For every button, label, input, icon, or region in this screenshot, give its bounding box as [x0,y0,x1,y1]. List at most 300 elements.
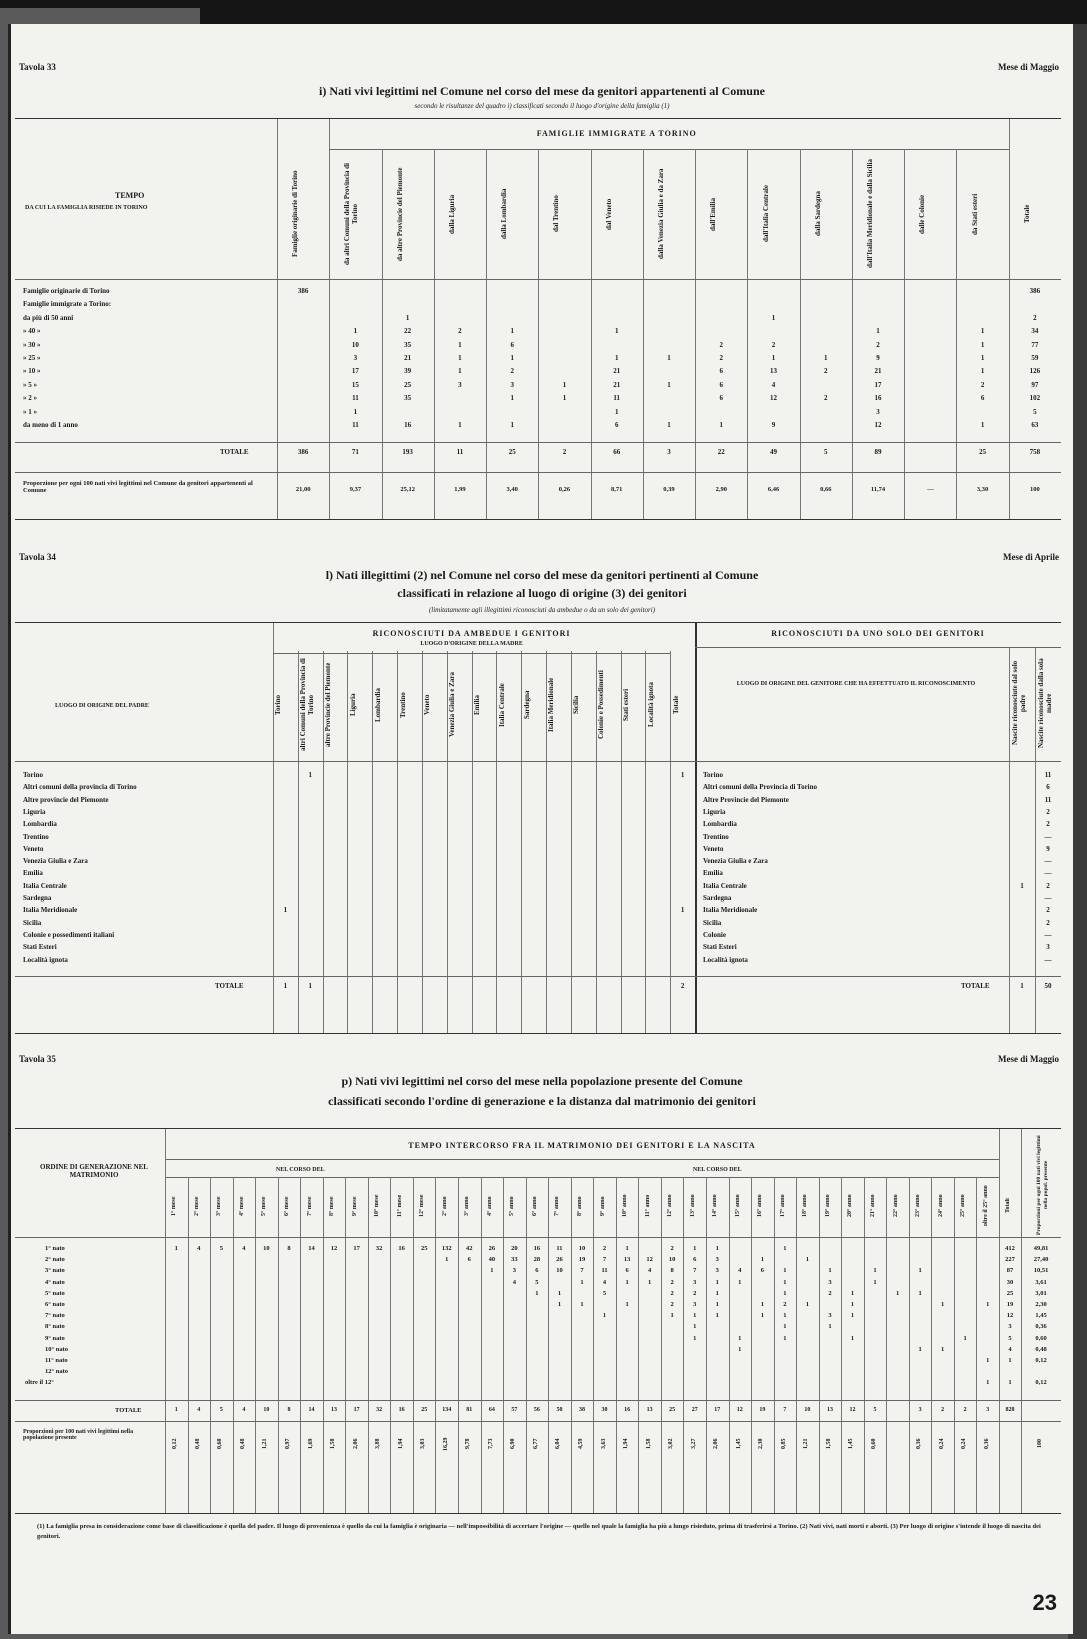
percent-cell: 3,27 [690,1438,697,1449]
table-cell: 1 [580,1278,584,1286]
table-cell: 28 [533,1256,541,1264]
percent-cell: 1,21 [262,1438,269,1449]
column-divider [458,1177,459,1513]
table-cell: 2 [1033,313,1037,322]
table-cell: 1 [738,1345,742,1353]
table-cell: 1 [510,354,514,362]
table-cell: 1 [783,1245,787,1252]
column-header: 2° anno [441,1196,448,1216]
table-cell: 1 [693,1323,697,1331]
total-cell: 1 [308,981,312,990]
table-cell: 97 [1031,380,1039,389]
percent-cell: 6,04 [555,1438,562,1449]
column-header: altri Comuni della Provincia di Torino [299,658,316,752]
sub-heading-months: NEL CORSO DEL [275,1167,325,1173]
total-cell: 19 [759,1406,766,1413]
column-divider [683,1177,684,1513]
percent-cell: — [927,486,934,494]
table-cell: 2 [670,1245,674,1252]
table-cell: 7 [602,1256,607,1264]
table-cell: 6 [719,380,723,389]
total-cell: 64 [488,1406,495,1413]
total-cell: 3 [986,1406,990,1413]
column-header: Proporzioni per ogni 100 nati vivi legittimi nella popol. presente [1036,1135,1049,1235]
row-label: Colonie e possedimenti italiani [23,930,115,939]
table-cell: 3 [715,1267,719,1275]
table-cell: 2 [771,340,776,349]
total-cell: 2 [941,1406,945,1413]
row-label: 1° nato [45,1245,65,1252]
table-cell: 11 [1044,771,1052,779]
table-cell: 4 [242,1245,246,1252]
total-cell: 11 [456,448,464,457]
total-cell: 12 [849,1406,856,1413]
column-divider [638,1177,639,1513]
percent-cell: 0,24 [938,1438,945,1449]
column-divider [548,1177,549,1513]
table-cell: 1 [693,1312,697,1320]
row-label: 11° nato [45,1357,68,1364]
column-header: Nascite riconosciute dalla sola madre [1037,658,1053,748]
row-label: » 5 » [23,380,37,389]
table-cell: 2,30 [1035,1301,1047,1308]
table-cell: 87 [1006,1267,1014,1275]
row-label: » 25 » [23,354,41,362]
column-header: Località ignota [646,682,655,728]
table-cell: 2 [824,367,828,376]
percent-cell: 0,60 [871,1438,878,1449]
table-cell: 16 [874,394,882,403]
row-label: » 2 » [23,394,37,403]
table-cell: 63 [1031,421,1039,429]
total-cell: 81 [466,1406,473,1413]
table-cell: 6 [1046,783,1050,792]
table-cell: — [1044,894,1052,902]
table-cell: 1 [771,313,776,322]
total-cell: 3 [667,448,671,457]
table-cell: 6 [693,1256,697,1264]
percent-cell: 4,59 [578,1438,584,1449]
row-divider [15,1400,1061,1401]
total-cell: 1 [1020,981,1024,990]
table-title: p) Nati vivi legittimi nel corso del mese nella popolazione presente del Comune [341,1074,743,1088]
column-header: 10° mese [374,1194,381,1218]
table-title-line2: classificati secondo l'ordine di generazione e la distanza dal matrimonio dei genitori [328,1094,756,1108]
total-cell: 1 [174,1406,178,1413]
table-cell: 19 [578,1256,586,1264]
table-cell: 1 [941,1345,945,1353]
table-cell: 1 [986,1301,990,1308]
left-sub-span-heading: LUOGO D'ORIGINE DELLA MADRE [420,641,523,647]
table-cell: 3,61 [1035,1278,1047,1286]
percent-cell: 0,36 [983,1438,990,1449]
percent-cell: 3,40 [506,486,518,494]
total-cell: 32 [376,1406,383,1413]
row-label: Sicilia [703,918,722,927]
total-cell: 4 [197,1406,201,1413]
table-cell: 11 [352,394,359,403]
table-cell: 10 [578,1245,586,1252]
column-divider [695,623,697,1033]
table-cell: 1 [918,1345,922,1353]
column-divider [954,1177,955,1513]
total-cell: 16 [398,1406,405,1413]
table-cell: — [1044,857,1052,866]
table-cell: 1 [535,1289,539,1297]
table-cell: 1,45 [1035,1312,1047,1320]
column-header: 10° anno [622,1194,629,1218]
column-header: Lombardia [373,688,382,722]
data-table [15,1128,1061,1514]
table-cell: 3 [510,380,514,389]
table-cell: 26 [488,1245,496,1252]
percent-label: Proporzione per ogni 100 nati vivi legittimi nel Comune da genitori appartenenti al Comune [23,480,253,495]
column-header: Sardegna [522,690,531,720]
table-cell: 1 [557,1301,562,1308]
table-cell: 1 [850,1334,855,1342]
row-label: da meno di 1 anno [23,421,78,429]
table-cell: 1 [783,1289,787,1297]
row-label: da più di 50 anni [23,313,74,322]
column-header: 3° anno [464,1196,471,1216]
table-cell: 2 [458,327,462,336]
total-cell: 5 [873,1406,877,1413]
table-cell: 6 [719,367,723,376]
table-cell: 2 [1046,881,1050,890]
table-cell: 2 [980,380,985,389]
table-cell: 3 [715,1256,719,1264]
column-divider [695,149,696,519]
row-label: Sicilia [23,918,42,927]
table-cell: 2 [510,367,514,376]
table-cell: 5 [1033,407,1037,416]
row-label: Località ignota [703,955,748,964]
row-label: » 1 » [23,407,37,416]
table-cell: 7 [693,1267,697,1275]
column-header: dalla Sardegna [813,191,822,237]
row-label: Emilia [23,869,43,878]
table-cell: 1 [625,1245,629,1252]
column-header: 5° anno [509,1196,516,1216]
percent-cell: 1,69 [307,1438,314,1449]
row-label: Famiglie originarie di Torino [23,287,110,295]
column-header: 12° mese [419,1194,426,1218]
percent-cell: 0,24 [961,1438,968,1449]
row-label: Lombardia [23,820,57,829]
percent-cell: 1,94 [397,1438,404,1449]
total-cell: 10 [804,1406,811,1413]
column-divider [345,1177,346,1513]
table-section-l [11,552,1073,1052]
table-cell: 25 [420,1245,428,1252]
table-number: Tavola 34 [19,552,56,562]
total-cell: 16 [624,1406,631,1413]
column-divider [616,1177,617,1513]
table-cell: 27,40 [1033,1256,1049,1264]
table-cell: 1 [873,1267,877,1275]
table-cell: 1 [980,367,985,376]
table-cell: 2 [824,394,828,403]
table-cell: 1 [783,1323,787,1331]
table-cell: 59 [1031,354,1039,362]
table-cell: 33 [511,1256,518,1264]
table-cell: 25 [404,380,412,389]
column-header: Totale [671,695,680,715]
percent-cell: 0,48 [239,1438,246,1449]
table-cell: 3 [458,380,462,389]
column-divider [774,1177,775,1513]
percent-cell: 3,63 [600,1438,607,1449]
percent-cell: 16,29 [442,1436,449,1451]
column-divider [841,1177,842,1513]
total-cell: 758 [1029,448,1041,457]
table-cell: 16 [533,1245,541,1252]
table-cell: 6 [467,1256,471,1264]
table-cell: 1 [918,1289,922,1297]
column-header: Veneto [423,694,432,716]
month-label: Mese di Maggio [998,62,1059,72]
column-header: 3° mese [216,1196,223,1216]
table-cell: — [1044,832,1052,841]
table-cell: 0,12 [1035,1357,1047,1364]
table-cell: 386 [297,287,309,295]
month-label: Mese di Maggio [998,1054,1059,1064]
table-cell: 2 [670,1289,674,1297]
column-divider [329,119,330,519]
table-title-line2: classificati in relazione al luogo di origine (3) dei genitori [397,586,687,600]
percent-cell: 0,39 [663,486,675,494]
table-cell: 1 [771,354,776,362]
column-divider [886,1177,887,1513]
row-label: Sardegna [23,894,52,902]
table-cell: 1 [760,1301,764,1308]
table-cell: 19 [1006,1301,1014,1308]
table-cell: 3 [1008,1323,1012,1331]
column-divider [643,149,644,519]
total-cell: 17 [714,1406,721,1413]
table-cell: 6 [719,394,723,403]
percent-cell: 2,06 [352,1438,359,1449]
percent-cell: 9,37 [349,486,362,494]
table-cell: — [1044,955,1052,964]
row-label: Stati Esteri [23,943,57,952]
column-header: 9° anno [599,1196,606,1216]
column-header: Colonie e Possedimenti [597,670,606,740]
table-cell: 12 [330,1245,338,1252]
column-divider [503,1177,504,1513]
table-subtitle: (limitatamente agli illegittimi riconosciuti da ambedue o da un solo dei genitori) [428,606,656,614]
table-subtitle: secondo le risultanze del quadro i) classificati secondo il luogo d'origine della famiglia (1) [414,102,670,110]
table-cell: 0,48 [1035,1345,1047,1353]
percent-cell: 0,60 [217,1438,224,1449]
table-cell: 1 [405,313,410,322]
column-header: 24° anno [937,1194,944,1218]
column-divider [255,1177,256,1513]
total-cell: 22 [717,448,725,457]
column-header: Stati esteri [621,688,630,722]
row-divider [15,1421,1061,1422]
table-cell: 32 [375,1245,383,1252]
total-cell: 49 [770,448,778,457]
table-cell: 102 [1029,394,1041,403]
table-cell: 12 [646,1256,653,1264]
table-cell: 1 [828,1323,832,1331]
table-cell: 40 [488,1256,496,1264]
table-cell: 21 [874,367,882,376]
table-section-i [11,58,1073,528]
column-divider [747,149,748,519]
row-label: 2° nato [45,1256,65,1264]
row-divider [15,761,1061,762]
column-header: Trentino [398,692,407,718]
percent-cell: 2,30 [758,1438,765,1449]
column-header: dalla Venezia Giulia e da Zara [657,168,665,260]
table-cell: 2 [1046,918,1050,927]
span-heading: FAMIGLIE IMMIGRATE A TORINO [536,129,697,138]
total-cell: 27 [691,1406,698,1413]
column-header: Liguria [348,693,357,717]
table-cell: 2 [828,1289,832,1297]
table-cell: 1 [715,1278,719,1286]
percent-cell: 9,78 [465,1438,472,1449]
table-cell: 1 [918,1267,922,1275]
row-label: Venezia Giulia e Zara [23,857,88,866]
table-cell: 4 [602,1278,607,1286]
table-cell: 9 [1046,844,1050,853]
table-cell: 20 [511,1245,518,1252]
table-cell: 77 [1031,340,1039,349]
table-cell: 2 [670,1301,674,1308]
table-cell: 5 [602,1289,607,1297]
row-label: Veneto [703,844,724,853]
column-header: 18° anno [802,1194,809,1218]
table-cell: 5 [219,1245,223,1252]
table-cell: 21 [613,367,621,376]
column-divider [800,149,801,519]
column-header: Sicilia [572,695,581,715]
table-cell: 1 [715,1312,719,1320]
table-title: i) Nati vivi legittimi nel Comune nel corso del mese da genitori appartenenti al Comune [319,84,765,98]
table-cell: 1 [876,327,880,336]
total-cell: 13 [331,1406,338,1413]
table-cell: 6 [535,1267,539,1275]
row-label: Liguria [703,807,726,816]
column-divider [593,1177,594,1513]
column-header: dall'Italia Meridionale e dalla Sicilia [866,159,875,269]
percent-cell: 3,88 [375,1438,382,1449]
table-cell: 1 [667,380,671,389]
table-cell: 25 [1006,1289,1014,1297]
table-cell: 34 [1031,327,1039,336]
table-cell: 1 [963,1334,967,1342]
data-table [15,622,1061,1034]
table-cell: 2 [693,1289,697,1297]
column-header: 4° anno [486,1196,493,1216]
column-header: da altri Comuni della Provincia di Torino [343,163,360,265]
total-cell: 13 [646,1406,653,1413]
table-cell: 1 [941,1301,945,1308]
table-cell: 1 [980,421,985,429]
table-cell: 5 [1008,1334,1012,1342]
table-cell: 1 [625,1278,629,1286]
table-cell: 39 [404,367,412,376]
table-cell: 11 [601,1267,608,1275]
table-cell: 1 [738,1278,742,1286]
table-cell: 16 [404,421,412,429]
table-cell: 0,60 [1035,1334,1047,1342]
percent-cell: 1,58 [825,1438,832,1449]
row-label: Famiglie immigrate a Torino: [23,300,112,309]
table-cell: 1 [308,771,312,779]
total-cell: 25 [669,1406,676,1413]
table-cell: 3 [828,1312,832,1320]
percent-cell: 0,36 [916,1438,923,1449]
total-cell: 17 [353,1406,360,1413]
table-cell: 1 [647,1278,652,1286]
table-cell: 1 [986,1379,990,1387]
column-header: dalla Lombardia [500,188,509,240]
table-cell: 1 [715,1289,719,1297]
table-cell: 126 [1029,367,1041,376]
table-cell: 1 [986,1357,990,1364]
table-cell: 35 [404,340,412,349]
total-cell: 1 [283,981,288,990]
row-label: Sardegna [703,894,732,902]
table-cell: 1 [980,354,985,362]
table-cell: 1 [557,1289,562,1297]
table-cell: 412 [1005,1245,1015,1252]
column-header: 20° anno [847,1194,854,1218]
percent-cell: 8,71 [611,486,623,494]
total-cell: 12 [736,1406,743,1413]
row-label: 8° nato [45,1323,65,1331]
row-label: Italia Centrale [703,881,747,890]
row-label: 4° nato [45,1278,65,1286]
row-label: Italia Meridionale [703,906,758,915]
table-cell: 1 [562,394,567,403]
total-label: TOTALE [115,1406,142,1414]
span-heading: TEMPO INTERCORSO FRA IL MATRIMONIO DEI GENITORI E LA NASCITA [408,1141,756,1150]
table-cell: 10 [263,1245,270,1252]
column-header: 9° mese [351,1196,358,1216]
column-header: 4° mese [238,1196,245,1216]
table-cell: 3,01 [1035,1289,1047,1297]
column-divider [864,1177,865,1513]
table-number: Tavola 35 [19,1054,56,1064]
table-cell: 9 [771,421,776,429]
table-cell: 12 [1006,1312,1014,1320]
percent-cell: 6,46 [767,486,780,494]
row-divider [15,1237,1061,1238]
column-divider [390,1177,391,1513]
column-header: 7° anno [554,1196,561,1216]
column-divider [796,1177,797,1513]
table-cell: 386 [1029,287,1041,295]
table-cell: 21 [404,354,412,362]
table-cell: 4 [1008,1345,1012,1353]
table-cell: 11 [352,421,359,429]
table-cell: 1 [738,1334,742,1342]
table-cell: 2 [719,354,723,362]
row-label: Torino [703,771,723,779]
table-cell: — [1044,869,1052,878]
table-cell: 2 [1046,807,1050,816]
row-divider [329,149,1008,150]
row-label: Altri comuni della provincia di Torino [23,783,137,792]
row-divider [165,1177,999,1178]
total-cell: 66 [613,448,621,457]
column-divider [300,1177,301,1513]
